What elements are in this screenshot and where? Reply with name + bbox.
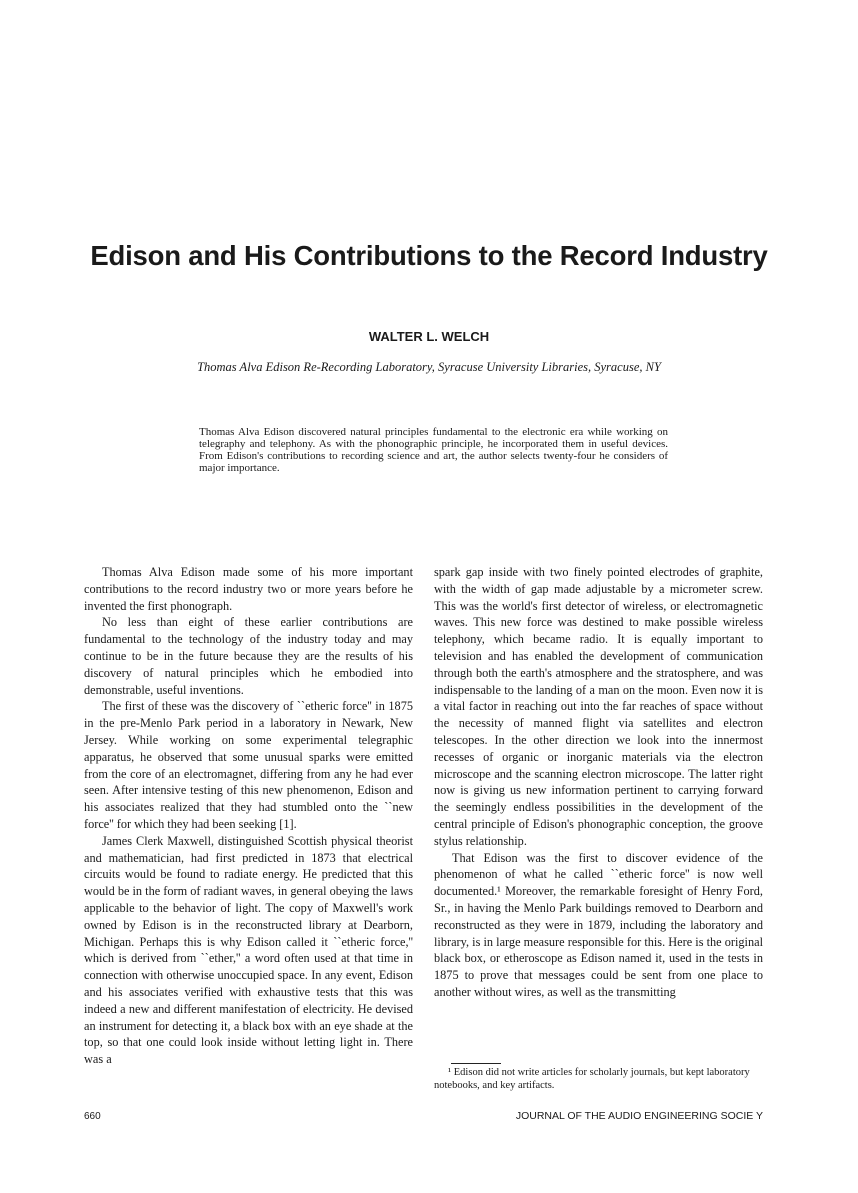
- body-column-left: [84, 564, 413, 1068]
- paragraph: The first of these was the discovery of ``etheric force'' in 1875 in the pre-Menlo Park period in a laboratory in Newark, New Jersey. While working on some experimental telegraphic apparatus, he observed that some unusual sparks were emitted from the core of an electromagnet, differing from any he had ever seen. After intensive testing of this new phenomenon, Edison and his associates realized that they had stumbled onto the ``new force'' for which they had been seeking [1].: [84, 699, 413, 831]
- footnote-divider: [451, 1063, 501, 1064]
- body-column-right: [434, 564, 763, 1001]
- paragraph: That Edison was the first to discover evidence of the phenomenon of what he called ``etheric force'' is now well documented.¹ Moreover, the remarkable foresight of Henry Ford, Sr., in having the Menlo Park buildings removed to Dearborn and reconstructed as they were in 1879, including the laboratory and library, is in large measure responsible for this. Here is the original black box, or etheroscope as Edison named it, used in the tests in 1875 to prove that messages could be sent from one place to another without wires, as well as the transmitting: [434, 850, 763, 999]
- footnote: ¹ Edison did not write articles for scholarly journals, but kept laboratory notebooks, and key artifacts.: [434, 1067, 750, 1091]
- journal-name: JOURNAL OF THE AUDIO ENGINEERING SOCIE Y: [515, 1110, 763, 1122]
- author-name: WALTER L. WELCH: [368, 329, 490, 344]
- paragraph: No less than eight of these earlier contributions are fundamental to the technology of the industry today and may continue to be in the future because they are the results of his discovery of natural principles which he embodied into demonstrable, useful inventions.: [84, 615, 413, 697]
- paragraph: James Clerk Maxwell, distinguished Scottish physical theorist and mathematician, had first predicted in 1873 that electrical circuits would be found to radiate energy. He predicted that this would be in the form of radiant waves, in general obeying the laws applicable to the behavior of light. The copy of Maxwell's work owned by Edison is in the reconstructed library at Dearborn, Michigan. Perhaps this is why Edison called it ``etheric force,'' which is derived from ``ether,'' a word often used at that time in connection with otherwise unoccupied space. In any event, Edison and his associates verified with exhaustive tests that this was indeed a new and different manifestation of electricity. He devised an instrument for detecting it, a black box with an eye shade at the top, so that one could look inside without letting light in. There was a: [84, 833, 413, 1067]
- author-affiliation: Thomas Alva Edison Re-Recording Laboratory, Syracuse University Libraries, Syracuse, NY: [197, 360, 661, 374]
- paragraph: Thomas Alva Edison made some of his more important contributions to the record industry two or more years before he invented the first phonograph.: [84, 565, 413, 613]
- paragraph: spark gap inside with two finely pointed electrodes of graphite, with the width of gap made adjustable by a micrometer screw. This was the world's first detector of wireless, or electromagnetic waves. This new force was destined to make possible wireless telephony, which became radio. It is equally important to television and has enabled the development of communication through both the earth's atmosphere and the stratosphere, and was indispensable to the landing of a man on the moon. Even now it is a vital factor in reaching out into the far reaches of space without the necessity of manned flight via satellites and electron telescopes. In the other direction we look into the innermost recesses of organic or inorganic materials via the electron microscope and the scanning electron microscope. The latter right now is giving us new information pertinent to carrying forward the seemingly endless possibilities in the development of the central principle of Edison's phonographic conception, the groove stylus relationship.: [434, 565, 763, 848]
- page-number: 660: [84, 1111, 101, 1122]
- abstract: Thomas Alva Edison discovered natural principles fundamental to the electronic era while working on telegraphy and telephony. As with the phonographic principle, he incorporated them in useful devices. From Edison's contributions to recording science and art, the author selects twenty-four he considers of major importance.: [199, 426, 668, 474]
- article-title: Edison and His Contributions to the Record Industry: [90, 240, 768, 271]
